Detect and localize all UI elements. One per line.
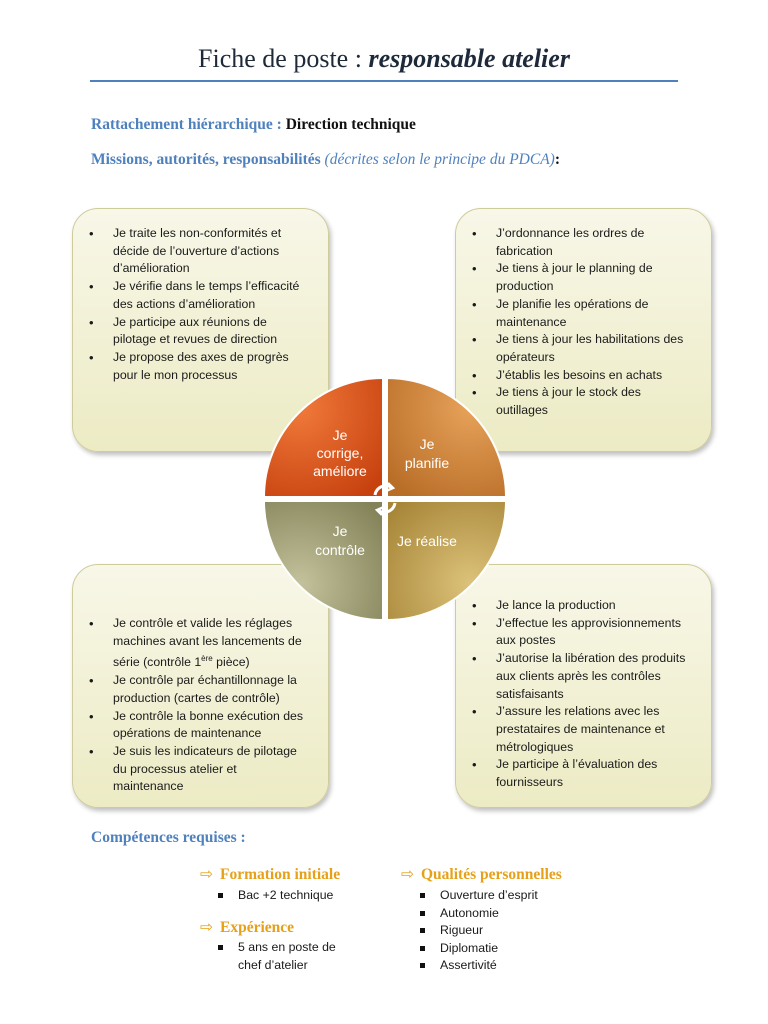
list-item: • Je tiens à jour le planning de production	[496, 260, 693, 295]
page-title	[90, 44, 678, 74]
formation-list	[216, 887, 333, 905]
plan-label-2: planifie	[404, 455, 450, 471]
list-item: • Je tiens à jour les habilitations des opérateurs	[496, 331, 693, 366]
cycle-arrows-icon	[375, 483, 395, 515]
missions-label: Missions, autorités, responsabilités	[91, 151, 321, 168]
check-quadrant	[264, 501, 383, 620]
list-item: 5 ans en poste de chef d’atelier	[216, 939, 356, 974]
do-list	[456, 597, 693, 792]
plan-label-1: Je	[419, 436, 435, 452]
list-item: Bac +2 technique	[216, 887, 333, 905]
qualites-title: Qualités personnelles	[421, 866, 562, 883]
experience-title: Expérience	[220, 919, 295, 936]
list-item: Diplomatie	[418, 940, 538, 958]
qualites-heading	[401, 865, 562, 884]
rattachement-label: Rattachement hiérarchique :	[91, 116, 282, 133]
act-label-2: corrige,	[316, 445, 364, 461]
missions-note: (décrites selon le principe du PDCA)	[324, 151, 555, 168]
formation-heading	[200, 865, 340, 884]
check-item-1-end: pièce)	[212, 655, 250, 670]
title-plain: Fiche de poste :	[198, 44, 369, 73]
check-label-1: Je	[332, 523, 348, 539]
list-item: Autonomie	[418, 905, 538, 923]
arrow-right-icon: ⇨	[200, 866, 213, 883]
plan-quadrant	[387, 378, 506, 497]
experience-heading	[200, 918, 294, 937]
list-item: Ouverture d’esprit	[418, 887, 538, 905]
act-list	[73, 225, 310, 384]
list-item: • J’assure les relations avec les prestataires de maintenance et métrologiques	[496, 703, 693, 756]
list-item: • J’effectue les approvisionnements aux postes	[496, 615, 693, 650]
list-item: • Je lance la production	[496, 597, 693, 615]
check-label-2: contrôle	[315, 542, 365, 558]
list-item: • Je tiens à jour le stock des outillages	[496, 384, 693, 419]
list-item: Rigueur	[418, 922, 538, 940]
experience-list	[216, 939, 356, 974]
check-item-1-sup: ère	[201, 654, 213, 664]
list-item: • Je contrôle la bonne exécution des opérations de maintenance	[113, 708, 310, 743]
do-label-1: Je réalise	[397, 533, 457, 549]
arrow-right-icon: ⇨	[401, 866, 414, 883]
list-item: • J’ordonnance les ordres de fabrication	[496, 225, 693, 260]
list-item: • Je planifie les opérations de maintenance	[496, 296, 693, 331]
rattachement-value: Direction technique	[285, 116, 416, 133]
act-label-3: améliore	[313, 463, 367, 479]
competences-title: Compétences requises :	[91, 829, 246, 846]
list-item: • Je traite les non-conformités et décide de l’ouverture d’actions d’amélioration	[113, 225, 310, 278]
list-item: • Je suis les indicateurs de pilotage du processus atelier et maintenance	[113, 743, 310, 796]
missions-suffix: :	[554, 151, 560, 168]
list-item: • Je vérifie dans le temps l’efficacité des actions d’amélioration	[113, 278, 310, 313]
list-item: • Je propose des axes de progrès pour le mon processus	[113, 349, 310, 384]
formation-title: Formation initiale	[220, 866, 341, 883]
pdca-wheel	[264, 377, 506, 621]
do-quadrant	[387, 501, 506, 620]
list-item: • Je contrôle par échantillonnage la production (cartes de contrôle)	[113, 672, 310, 707]
rattachement-line	[91, 116, 416, 134]
list-item: • J’autorise la libération des produits aux clients après les contrôles satisfaisants	[496, 650, 693, 703]
check-item-1-text: Je contrôle et valide les réglages machines avant les lancements de série (contrôle 1	[113, 616, 302, 670]
list-item: • Je participe à l’évaluation des fournisseurs	[496, 756, 693, 791]
act-quadrant	[264, 378, 383, 497]
list-item: • Je participe aux réunions de pilotage et revues de direction	[113, 314, 310, 349]
list-item: • J’établis les besoins en achats	[496, 367, 693, 385]
arrow-right-icon: ⇨	[200, 919, 213, 936]
list-item	[113, 615, 310, 672]
list-item: Assertivité	[418, 957, 538, 975]
qualites-list	[418, 887, 538, 975]
missions-line	[91, 151, 560, 169]
act-label-1: Je	[332, 427, 348, 443]
title-emphasis: responsable atelier	[368, 44, 570, 73]
check-list	[73, 615, 310, 796]
title-divider	[90, 80, 678, 82]
